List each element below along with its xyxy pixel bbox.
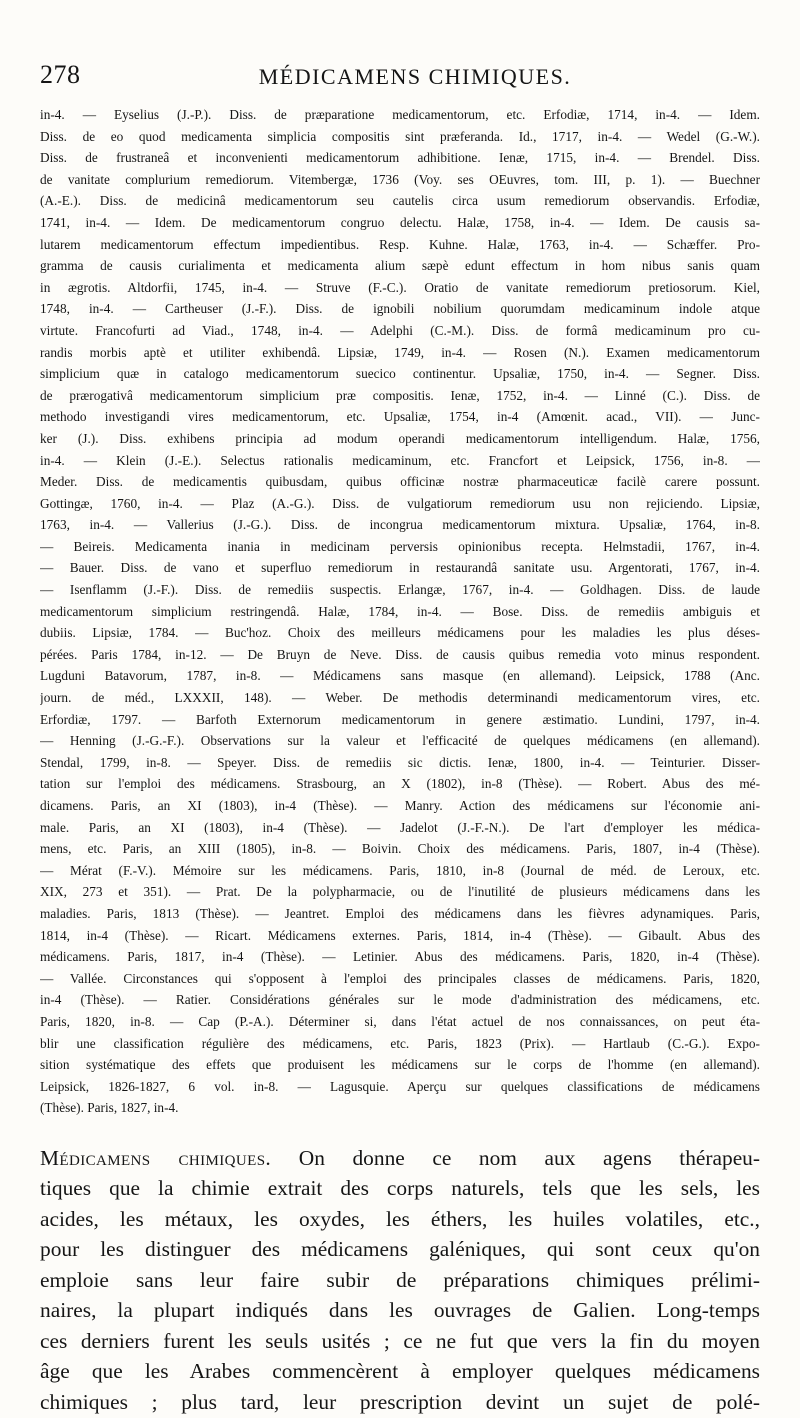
bibliography-line: in-4. — Eyselius (J.-P.). Diss. de præparatione medicamentorum, etc. Erfodiæ, 1714, in-4. — Idem. (40, 107, 760, 122)
bibliography-line: — Henning (J.-G.-F.). Observations sur la valeur et l'efficacité de quelques médicamens (en allemand). (40, 733, 760, 749)
running-head (40, 62, 760, 104)
bibliography-line: 1763, in-4. — Vallerius (J.-G.). Diss. de incongrua medicamentorum mixtura. Upsaliæ, 1764, in-8. (40, 517, 760, 533)
bibliography-line: (A.-E.). Diss. de medicinâ medicamentorum seu cautelis circa usum remediorum observandis. Erfodiæ, (40, 193, 760, 209)
article-line: emploie sans leur faire subir de préparations chimiques prélimi- (40, 1267, 760, 1292)
bibliography-line: sition systématique des effets que produisent les médicamens sur le corps de l'homme (en allemand). (40, 1057, 760, 1073)
article-first-line-text: On donne ce nom aux agens thérapeu- (271, 1145, 760, 1170)
bibliography-line: randis morbis aptè et utiliter exhibendâ. Lipsiæ, 1749, in-4. — Rosen (N.). Examen medicamentorum (40, 344, 760, 360)
bibliography-line: ker (J.). Diss. exhibens principia ad modum operandi medicamentorum intelligendum. Halæ, 1756, (40, 430, 760, 446)
article-line (40, 1143, 760, 1174)
bibliography-line: tation sur l'emploi des médicamens. Strasbourg, an X (1802), in-8 (Thèse). — Robert. Abus des mé- (40, 776, 760, 792)
bibliography-line: — Bauer. Diss. de vano et superfluo remediorum in restaurandâ sanitate usu. Argentorati, 1767, in-4. (40, 560, 760, 576)
bibliography-line: Gottingæ, 1760, in-4. — Plaz (A.-G.). Diss. de vulgatiorum remediorum usu non rejiciendo. Lipsiæ, (40, 495, 760, 511)
bibliography-line: dicamens. Paris, an XI (1803), in-4 (Thèse). — Manry. Action des médicamens sur l'économie ani- (40, 798, 760, 813)
bibliography-line: XIX, 273 et 351). — Prat. De la polypharmacie, ou de l'inutilité de plusieurs médicamens dans les (40, 884, 760, 900)
bibliography-line: medicamentorum simplicium restringendâ. Halæ, 1784, in-4. — Bose. Diss. de remediis ambiguis et (40, 603, 760, 619)
bibliography-line: 1814, in-4 (Thèse). — Ricart. Médicamens externes. Paris, 1814, in-4 (Thèse). — Gibault. Abus des (40, 927, 760, 943)
bibliography-line: Meder. Diss. de medicamentis quibusdam, quibus officinæ nostræ pharmaceuticæ facilè carere possunt. (40, 474, 760, 490)
article-headword: Médicamens chimiques. (40, 1145, 272, 1170)
bibliography-line: de vanitate complurium remediorum. Vitembergæ, 1736 (Voy. ses OEuvres, tom. III, p. 1). — Buechner (40, 171, 760, 187)
bibliography-line: maladies. Paris, 1813 (Thèse). — Jeantret. Emploi des médicamens dans les fièvres adynamiques. Paris, (40, 905, 760, 921)
bibliography-line: — Isenflamm (J.-F.). Diss. de remediis suspectis. Erlangæ, 1767, in-4. — Goldhagen. Diss. de laude (40, 582, 760, 598)
bibliography-line: methodo investigandi vires medicamentorum, etc. Upsaliæ, 1754, in-4 (Amœnit. acad., VII). — Junc- (40, 409, 760, 425)
bibliography-line: 1741, in-4. — Idem. De medicamentorum congruo delectu. Halæ, 1758, in-4. — Idem. De causis sa- (40, 214, 760, 230)
bibliography-line: male. Paris, an XI (1803), in-4 (Thèse). — Jadelot (J.-F.-N.). De l'art d'employer les médica- (40, 819, 760, 835)
bibliography-line: — Beireis. Medicamenta inania in medicinam perversis opinionibus recepta. Helmstadii, 1767, in-4. (40, 538, 760, 554)
bibliography-line: Diss. de eo quod medicamenta simplicia compositis sint præferanda. Id., 1717, in-4. — Wedel (G.-W.). (40, 128, 760, 144)
bibliography-line: Leipsick, 1826-1827, 6 vol. in-8. — Lagusquie. Aperçu sur quelques classifications de médicamens (40, 1078, 760, 1094)
bibliography-line: Paris, 1820, in-8. — Cap (P.-A.). Déterminer si, dans l'état actuel de nos connaissances, on peut éta- (40, 1013, 760, 1029)
bibliography-line: mens, etc. Paris, an XIII (1805), in-8. — Boivin. Choix des médicamens. Paris, 1807, in-4 (Thèse). (40, 841, 760, 857)
bibliography-line: lutarem medicamentorum effectum impedientibus. Resp. Kuhne. Halæ, 1763, in-4. — Schæffer. Pro- (40, 236, 760, 252)
bibliography-line: — Mérat (F.-V.). Mémoire sur les médicamens. Paris, 1810, in-8 (Journal de méd. de Leroux, etc. (40, 862, 760, 878)
page-number: 278 (40, 60, 81, 89)
bibliography-line: Diss. de frustraneâ et inconvenienti medicamentorum adhibitione. Ienæ, 1715, in-4. — Brendel. Diss. (40, 150, 760, 166)
bibliography-block (40, 104, 760, 1119)
bibliography-line: médicamens. Paris, 1817, in-4 (Thèse). — Letinier. Abus des médicamens. Paris, 1820, in-4 (Thèse). (40, 949, 760, 965)
bibliography-line: Lugduni Batavorum, 1787, in-8. — Médicamens sans masque (en allemand). Leipsick, 1788 (Anc. (40, 668, 760, 684)
bibliography-line: virtute. Francofurti ad Viad., 1748, in-4. — Adelphi (C.-M.). Diss. de formâ medicaminum pro cu- (40, 322, 760, 338)
article-line: naires, la plupart indiqués dans les ouvrages de Galien. Long-temps (40, 1298, 760, 1323)
bibliography-line: Erfordiæ, 1797. — Barfoth Externorum medicamentorum in genere æstimatio. Lundini, 1797, in-4. (40, 711, 760, 727)
article-line: acides, les métaux, les oxydes, les éthers, les huiles volatiles, etc., (40, 1206, 760, 1231)
bibliography-line: pérées. Paris 1784, in-12. — De Bruyn de Neve. Diss. de causis quibus remedia voto minus respondent. (40, 646, 760, 662)
bibliography-line: dubiis. Lipsiæ, 1784. — Buc'hoz. Choix des meilleurs médicamens pour les maladies les plus déses- (40, 625, 760, 641)
bibliography-line: simplicium quæ in catalogo medicamentorum suecico continentur. Upsaliæ, 1750, in-4. — Segner. Diss. (40, 366, 760, 382)
article-body (40, 1143, 760, 1418)
bibliography-line: in-4 (Thèse). — Ratier. Considérations générales sur le mode d'administration des médicamens, etc. (40, 992, 760, 1008)
running-title: MÉDICAMENS CHIMIQUES. (258, 64, 572, 89)
bibliography-line: (Thèse). Paris, 1827, in-4. (40, 1100, 179, 1116)
bibliography-line: gramma de causis curialimenta et medicamenta alium sæpè edunt effectum in hom nibus sanis quam (40, 258, 760, 274)
bibliography-line: in ægrotis. Altdorfii, 1745, in-4. — Struve (F.-C.). Oratio de vanitate remediorum pretiosorum. Kiel, (40, 279, 760, 295)
bibliography-line: journ. de méd., LXXXII, 148). — Weber. De methodis determinandi medicamentorum vires, etc. (40, 690, 760, 706)
bibliography-line: blir une classification régulière des médicamens, etc. Paris, 1823 (Prix). — Hartlaub (C.-G.). Expo- (40, 1035, 760, 1051)
bibliography-line: 1748, in-4. — Cartheuser (J.-F.). Diss. de ignobili nobilium quorumdam medicaminum indole atque (40, 301, 760, 317)
article-line: ces derniers furent les seuls usités ; ce ne fut que vers la fin du moyen (40, 1328, 760, 1353)
bibliography-line: — Vallée. Circonstances qui s'opposent à l'emploi des principales classes de médicamens. Paris, 1820, (40, 970, 760, 986)
bibliography-line: in-4. — Klein (J.-E.). Selectus rationalis medicaminum, etc. Francfort et Leipsick, 1756, in-8. — (40, 452, 760, 468)
bibliography-line: Stendal, 1799, in-8. — Speyer. Diss. de remediis sic dictis. Ienæ, 1800, in-4. — Teinturier. Disser- (40, 754, 760, 770)
article-line: tiques que la chimie extrait des corps naturels, tels que les sels, les (40, 1176, 760, 1201)
article-line: âge que les Arabes commencèrent à employer quelques médicamens (40, 1359, 760, 1384)
article-line: chimiques ; plus tard, leur prescription devint un sujet de polé- (40, 1389, 760, 1414)
bibliography-line: de prærogativâ medicamentorum simplicium præ compositis. Ienæ, 1752, in-4. — Linné (C.). Diss. de (40, 387, 760, 403)
article-line: pour les distinguer des médicamens galéniques, qui sont ceux qu'on (40, 1237, 760, 1262)
